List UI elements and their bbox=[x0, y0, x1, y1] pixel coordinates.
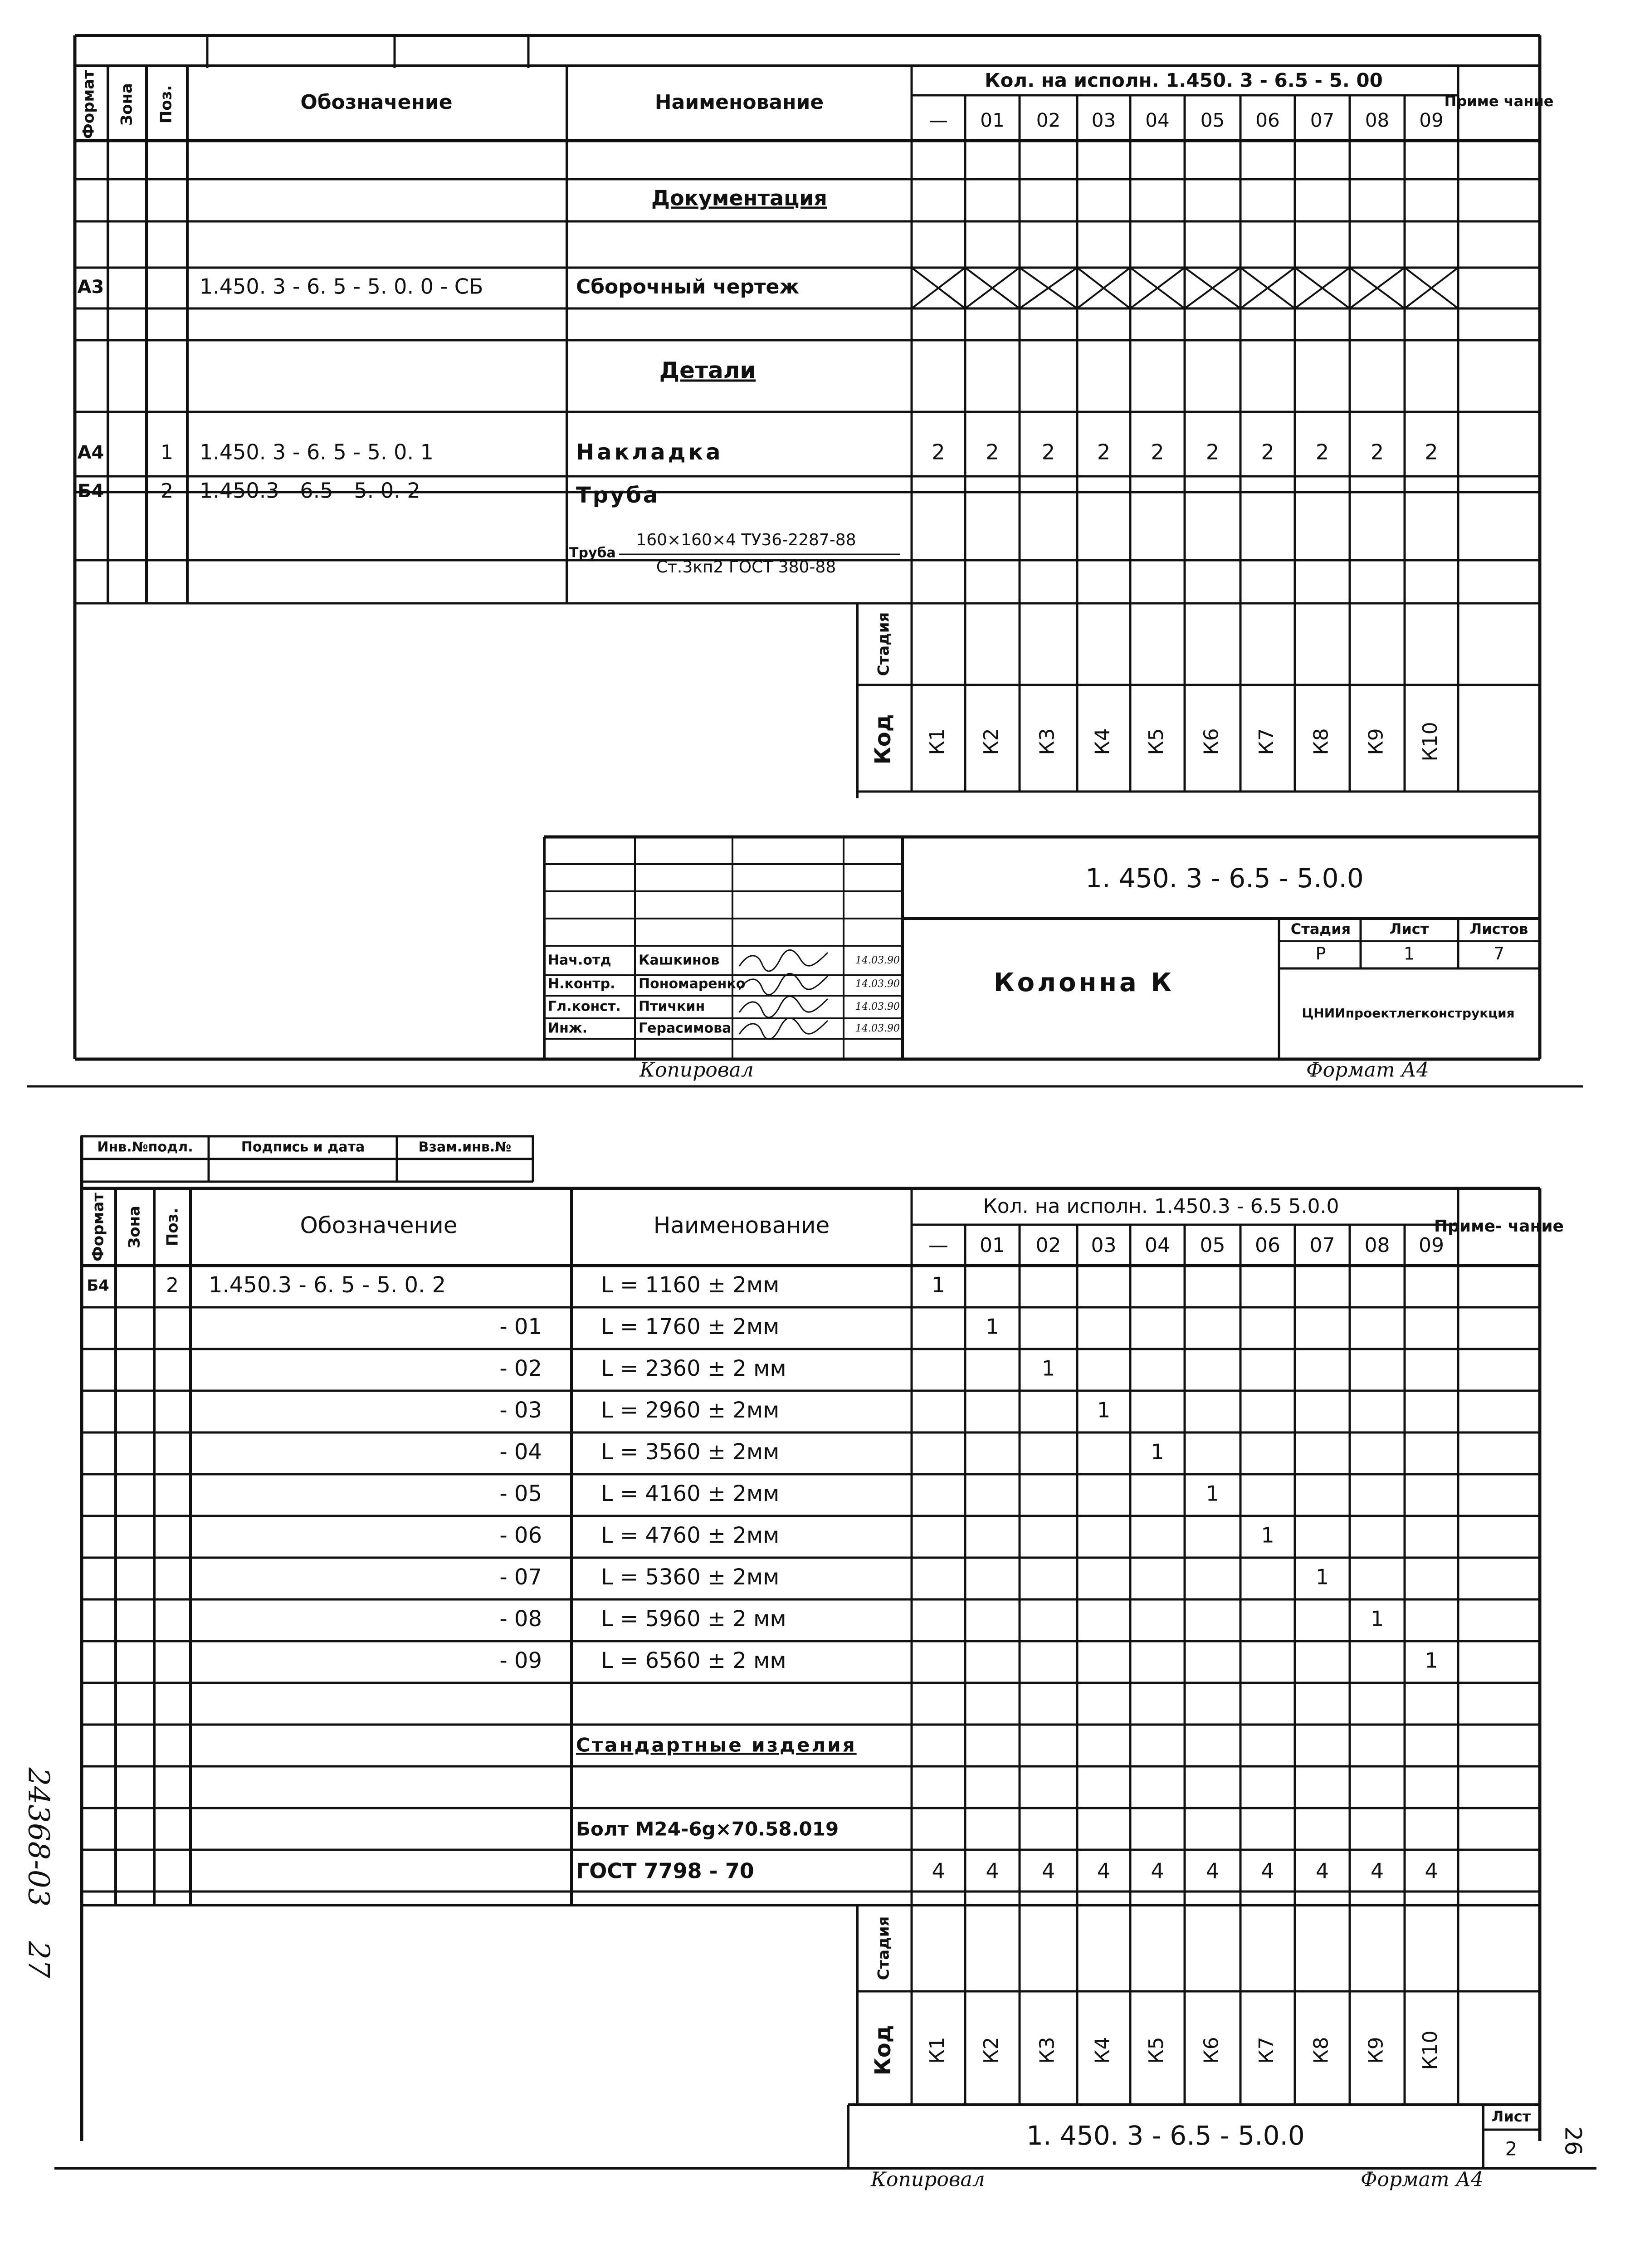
row-designation: - 04 bbox=[499, 1439, 542, 1465]
row-name: L = 1760 ± 2мм bbox=[601, 1314, 780, 1339]
format-label: Формат А4 bbox=[1306, 1058, 1429, 1082]
stage-label: Стадия bbox=[874, 612, 893, 676]
row-name: L = 3560 ± 2мм bbox=[601, 1439, 780, 1465]
code-cell: К8 bbox=[1309, 728, 1333, 755]
bolt-gost: ГОСТ 7798 - 70 bbox=[576, 1858, 754, 1883]
row-designation: - 07 bbox=[499, 1564, 542, 1590]
header-name: Наименование bbox=[653, 1212, 830, 1239]
tb-role: Гл.конст. bbox=[548, 998, 621, 1015]
code-cell: К4 bbox=[1091, 728, 1114, 755]
variant-header: 01 bbox=[980, 1234, 1005, 1257]
doc-format: А3 bbox=[77, 277, 104, 298]
qty-cell: 2 bbox=[1041, 440, 1055, 464]
code-cell: К10 bbox=[1419, 722, 1442, 762]
row-pos: 1 bbox=[161, 441, 173, 464]
section-documentation: Документация bbox=[651, 186, 827, 210]
code-cell: К5 bbox=[1145, 2037, 1168, 2064]
header-note: Приме чание bbox=[1444, 93, 1554, 110]
header-qty-title: Кол. на исполн. 1.450. 3 - 6.5 - 5. 00 bbox=[985, 69, 1383, 92]
qty-cell: 4 bbox=[932, 1858, 945, 1883]
tb-role: Нач.отд bbox=[548, 952, 611, 968]
tb-sheet-header: Лист bbox=[1389, 920, 1429, 938]
row-designation: 1.450. 3 - 6. 5 - 5. 0. 1 bbox=[200, 440, 434, 464]
variant-header: 09 bbox=[1419, 109, 1444, 132]
code-cell: К3 bbox=[1035, 2037, 1059, 2064]
variant-header: 09 bbox=[1419, 1234, 1444, 1257]
row-designation: - 01 bbox=[499, 1314, 542, 1339]
qty-cell: 2 bbox=[932, 440, 945, 464]
qty-cell: 2 bbox=[1315, 440, 1329, 464]
header-format: Формат bbox=[89, 1193, 107, 1261]
row-pos: 2 bbox=[161, 479, 173, 503]
qty-cell: 4 bbox=[1041, 1858, 1055, 1883]
signature bbox=[739, 950, 828, 971]
qty-cell: 4 bbox=[1151, 1858, 1164, 1883]
variant-header: 01 bbox=[980, 109, 1005, 132]
tb-person: Герасимова bbox=[639, 1020, 732, 1036]
qty-cell: 2 bbox=[986, 440, 999, 464]
code-cell: К6 bbox=[1200, 728, 1223, 755]
page-number: 26 bbox=[1560, 2126, 1586, 2156]
variant-header: 03 bbox=[1091, 1234, 1117, 1257]
qty-cell: 2 bbox=[1097, 440, 1111, 464]
tb-date: 14.03.90 bbox=[855, 955, 900, 966]
tb-date: 14.03.90 bbox=[855, 978, 900, 990]
signature bbox=[739, 996, 828, 1017]
stage-label: Стадия bbox=[874, 1916, 893, 1980]
material-top: 160×160×4 ТУ36-2287-88 bbox=[636, 531, 856, 549]
variant-header: 05 bbox=[1200, 109, 1225, 132]
row-format: А4 bbox=[77, 442, 104, 463]
variant-header: 03 bbox=[1091, 109, 1116, 132]
tb-role: Н.контр. bbox=[548, 976, 615, 992]
row-designation: - 05 bbox=[499, 1481, 542, 1506]
qty-cell: 2 bbox=[1370, 440, 1384, 464]
tb-sheet-header: Лист bbox=[1491, 2108, 1531, 2125]
row-format: Б4 bbox=[77, 481, 104, 502]
header-qty-title: Кол. на исполн. 1.450.3 - 6.5 5.0.0 bbox=[983, 1195, 1339, 1218]
header-designation: Обозначение bbox=[300, 91, 453, 114]
qty-mark: 1 bbox=[1041, 1356, 1055, 1381]
format-label: Формат А4 bbox=[1361, 2168, 1484, 2191]
stamp-label: Взам.инв.№ bbox=[418, 1139, 512, 1155]
tb-sheets: 7 bbox=[1493, 943, 1505, 964]
section-standard: Стандартные изделия bbox=[576, 1734, 857, 1756]
qty-mark: 1 bbox=[1425, 1648, 1438, 1673]
qty-cell: 2 bbox=[1261, 440, 1274, 464]
row-name: Накладка bbox=[576, 440, 723, 465]
bolt-name: Болт М24-6g×70.58.019 bbox=[576, 1818, 839, 1840]
row-designation: - 06 bbox=[499, 1523, 542, 1548]
header-zone: Зона bbox=[117, 83, 136, 126]
qty-mark: 1 bbox=[1261, 1523, 1274, 1548]
variant-header: 04 bbox=[1145, 109, 1170, 132]
tb-stage-header: Стадия bbox=[1290, 920, 1351, 938]
variant-header: — bbox=[929, 109, 948, 132]
variant-header: — bbox=[928, 1234, 948, 1257]
code-cell: К3 bbox=[1035, 728, 1059, 755]
code-label: Код bbox=[870, 714, 896, 765]
stamp-label: Инв.№подл. bbox=[97, 1139, 193, 1155]
qty-mark: 1 bbox=[1151, 1439, 1164, 1464]
qty-cell: 4 bbox=[1206, 1858, 1220, 1883]
code-cell: К6 bbox=[1200, 2037, 1223, 2064]
row-designation: - 03 bbox=[499, 1398, 542, 1423]
titleblock-designation: 1. 450. 3 - 6.5 - 5.0.0 bbox=[1026, 2120, 1305, 2151]
material-label: Труба bbox=[569, 545, 616, 561]
doc-designation: 1.450. 3 - 6. 5 - 5. 0. 0 - СБ bbox=[200, 274, 483, 299]
titleblock-designation: 1. 450. 3 - 6.5 - 5.0.0 bbox=[1085, 863, 1364, 894]
code-cell: К2 bbox=[980, 728, 1003, 755]
tb-sheet: 2 bbox=[1505, 2137, 1518, 2160]
row-name: L = 1160 ± 2мм bbox=[601, 1272, 780, 1298]
code-cell: К9 bbox=[1364, 2037, 1388, 2064]
header-format: Формат bbox=[79, 70, 98, 139]
row-designation: 1.450.3 - 6.5 - 5. 0. 2 bbox=[200, 478, 420, 503]
material-bottom: Ст.3кп2 ГОСТ 380-88 bbox=[656, 558, 836, 577]
header-designation: Обозначение bbox=[300, 1212, 458, 1239]
code-cell: К1 bbox=[926, 728, 949, 755]
row-name: L = 4760 ± 2мм bbox=[601, 1523, 780, 1548]
qty-mark: 1 bbox=[1206, 1481, 1220, 1506]
header-name: Наименование bbox=[654, 91, 824, 114]
code-label: Код bbox=[870, 2025, 896, 2076]
qty-mark: 1 bbox=[1097, 1398, 1111, 1422]
qty-mark: 1 bbox=[1315, 1564, 1329, 1589]
signature bbox=[739, 1018, 828, 1039]
variant-header: 02 bbox=[1036, 109, 1061, 132]
qty-cell: 4 bbox=[986, 1858, 999, 1883]
variant-header: 07 bbox=[1310, 109, 1335, 132]
code-cell: К5 bbox=[1145, 728, 1168, 755]
variant-header: 04 bbox=[1145, 1234, 1170, 1257]
tb-person: Птичкин bbox=[639, 998, 705, 1015]
header-pos: Поз. bbox=[163, 1207, 182, 1246]
tb-sheet: 1 bbox=[1403, 943, 1415, 964]
tb-role: Инж. bbox=[548, 1020, 588, 1036]
qty-cell: 4 bbox=[1097, 1858, 1111, 1883]
code-cell: К2 bbox=[980, 2037, 1003, 2064]
variant-header: 08 bbox=[1365, 109, 1390, 132]
qty-cell: 4 bbox=[1261, 1858, 1274, 1883]
row-name: L = 5960 ± 2 мм bbox=[601, 1606, 786, 1632]
inventory-number: 24368-03 bbox=[21, 1767, 55, 1907]
code-cell: К7 bbox=[1255, 728, 1278, 755]
tb-org: ЦНИИпроектлегконструкция bbox=[1302, 1006, 1515, 1021]
row-designation: 1.450.3 - 6. 5 - 5. 0. 2 bbox=[209, 1272, 446, 1298]
row-designation: - 08 bbox=[499, 1606, 542, 1632]
variant-header: 08 bbox=[1364, 1234, 1390, 1257]
row-pos: 2 bbox=[166, 1274, 179, 1297]
qty-cell: 4 bbox=[1315, 1858, 1329, 1883]
qty-cell: 2 bbox=[1206, 440, 1220, 464]
row-name: L = 4160 ± 2мм bbox=[601, 1481, 780, 1506]
variant-header: 06 bbox=[1255, 1234, 1280, 1257]
variant-header: 05 bbox=[1200, 1234, 1225, 1257]
row-name: L = 2360 ± 2 мм bbox=[601, 1356, 786, 1381]
qty-mark: 1 bbox=[986, 1314, 999, 1339]
titleblock-product: Колонна К bbox=[993, 968, 1175, 998]
row-name: L = 6560 ± 2 мм bbox=[601, 1648, 786, 1673]
section-details: Детали bbox=[659, 357, 756, 384]
row-name: Труба bbox=[576, 483, 660, 508]
qty-mark: 1 bbox=[932, 1272, 945, 1297]
stamp-label: Подпись и дата bbox=[241, 1139, 365, 1155]
code-cell: К10 bbox=[1419, 2030, 1442, 2070]
qty-cell: 4 bbox=[1425, 1858, 1438, 1883]
header-pos: Поз. bbox=[157, 85, 176, 124]
code-cell: К4 bbox=[1091, 2037, 1114, 2064]
qty-cell: 2 bbox=[1425, 440, 1438, 464]
margin-page-number: 27 bbox=[21, 1941, 55, 1978]
header-note: Приме- чание bbox=[1434, 1217, 1564, 1236]
tb-sheets-header: Листов bbox=[1469, 920, 1528, 938]
copied-by: Копировал bbox=[639, 1058, 754, 1082]
qty-cell: 4 bbox=[1370, 1858, 1384, 1883]
row-designation: - 02 bbox=[499, 1356, 542, 1381]
qty-cell: 2 bbox=[1151, 440, 1164, 464]
tb-person: Пономаренко bbox=[639, 976, 746, 992]
code-cell: К8 bbox=[1309, 2037, 1333, 2064]
tb-person: Кашкинов bbox=[639, 952, 720, 968]
doc-name: Сборочный чертеж bbox=[576, 275, 800, 298]
code-cell: К9 bbox=[1364, 728, 1388, 755]
code-cell: К1 bbox=[926, 2037, 949, 2064]
header-zone: Зона bbox=[125, 1206, 144, 1248]
row-designation: - 09 bbox=[499, 1648, 542, 1673]
row-format: Б4 bbox=[87, 1276, 109, 1295]
row-name: L = 5360 ± 2мм bbox=[601, 1564, 780, 1590]
copied-by: Копировал bbox=[871, 2168, 985, 2191]
variant-header: 06 bbox=[1255, 109, 1280, 132]
tb-date: 14.03.90 bbox=[855, 1001, 900, 1012]
tb-stage: Р bbox=[1315, 943, 1326, 964]
row-name: L = 2960 ± 2мм bbox=[601, 1398, 780, 1423]
variant-header: 07 bbox=[1309, 1234, 1335, 1257]
code-cell: К7 bbox=[1255, 2037, 1278, 2064]
signature bbox=[739, 973, 828, 995]
variant-header: 02 bbox=[1035, 1234, 1061, 1257]
qty-mark: 1 bbox=[1370, 1606, 1384, 1631]
tb-date: 14.03.90 bbox=[855, 1023, 900, 1034]
